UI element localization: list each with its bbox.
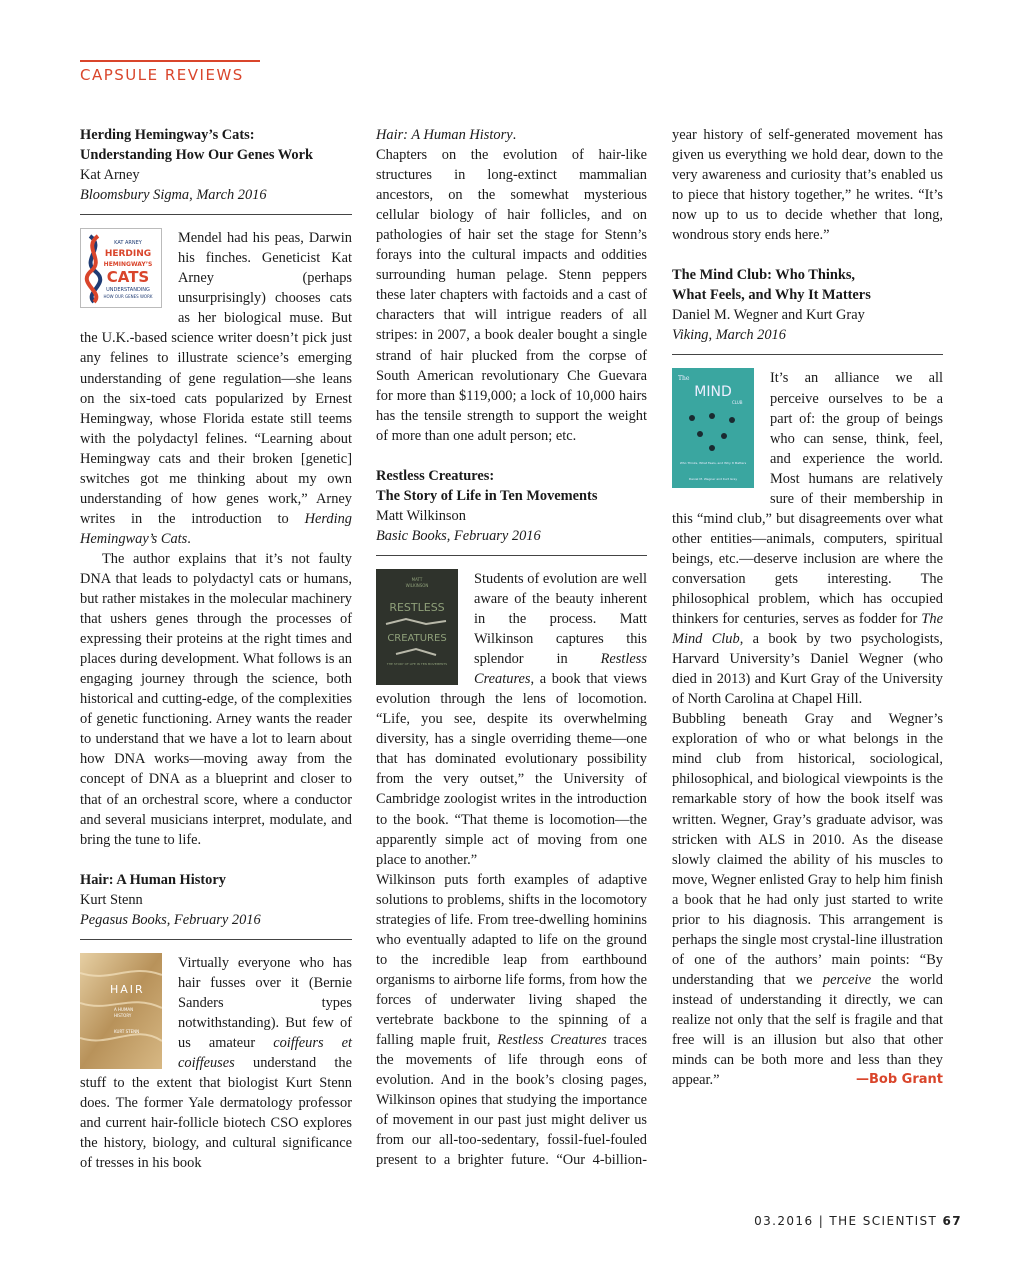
- section-label: CAPSULE REVIEWS: [80, 66, 244, 84]
- cover-author: KAT ARNEY: [114, 240, 142, 247]
- review-body: It’s an alliance we all perceive ourselves to be a part of: the group of beings who can sense, think, feel, and experience the world. Most humans are relatively sure of their membership in this “mind club,” but disagreements over what other entities—animals, computers, spiritual beings, etc.—deserve inclusion are where the conversation gets interesting. The philosophical problem, which has occupied thinkers for centuries, serves as fodder for The Mind Club, a book by two psychologists, Harvard University’s Daniel Wegner (who died in 2013) and Kurt Gray of the University of North Carolina at Chapel Hill.: [672, 370, 943, 708]
- divider: [80, 214, 352, 215]
- page-number: 67: [942, 1214, 962, 1228]
- book-cover-restless-creatures: [376, 569, 458, 685]
- cover-title-2: HEMINGWAY’S: [103, 261, 153, 269]
- cover-sub: THE STORY OF LIFE IN TEN MOVEMENTS: [386, 661, 448, 666]
- review-title: The Mind Club: Who Thinks,: [672, 267, 856, 284]
- cover-title-1: RESTLESS: [389, 600, 445, 614]
- divider: [80, 939, 352, 940]
- review-title: Restless Creatures:: [376, 467, 495, 484]
- review-title-line2: The Story of Life in Ten Movements: [376, 487, 598, 504]
- review-author: Matt Wilkinson: [376, 507, 466, 524]
- reviewer-signature: —Bob Grant: [856, 1072, 943, 1088]
- review-title: Herding Hemingway’s Cats:: [80, 127, 255, 143]
- cover-sub-2: HOW OUR GENES WORK: [103, 294, 153, 300]
- columns-2-3: [376, 125, 943, 1190]
- footer-separator: |: [818, 1214, 825, 1228]
- review-publisher: Bloomsbury Sigma, March 2016: [80, 187, 267, 204]
- book-cover-hair: [80, 953, 162, 1069]
- review-author: Daniel M. Wegner and Kurt Gray: [672, 307, 865, 324]
- review-body: Bubbling beneath Gray and Wegner’s exploration of who or what belongs in the mind club from historical, sociological, philosophical, and biological viewpoints is the remarkable story of how the book itself was written. Wegner, Gray’s graduate advisor, was stricken with ALS in 2010. As the disease slowly claimed the ability of his muscles to move, Wegner enlisted Gray to help him finish a book that he had only just started to write prior to his diagnosis. This arrangement is perhaps the single most crystal-line illustration of one of the authors’ main points: “By understanding that we perceive the world instead of understanding it directly, we can realize not only that the self is fragile and that free will is an illusion but also that other minds can be both more and less than they appear.” —Bob Grant: [672, 709, 943, 1090]
- cover-sub: Who Thinks, What Feels, and Why It Matters: [679, 461, 747, 466]
- cover-author: KURT STENN: [114, 1028, 140, 1034]
- cover-club: CLUB: [732, 400, 743, 406]
- book-cover-the-mind-club: [672, 368, 754, 488]
- cover-authors: Daniel M. Wegner and Kurt Gray: [688, 477, 738, 482]
- book-cover-herding-hemingways-cats: [80, 228, 162, 308]
- cover-title-3: CATS: [106, 268, 150, 287]
- review-title-line2: What Feels, and Why It Matters: [672, 287, 871, 304]
- review-author: Kat Arney: [80, 167, 140, 184]
- cover-the: The: [678, 375, 690, 383]
- review-title-line2: Understanding How Our Genes Work: [80, 147, 313, 164]
- cover-title: MIND: [694, 384, 732, 401]
- page-footer: [754, 1214, 962, 1228]
- issue-date: 03.2016: [754, 1214, 814, 1228]
- cover-sub-1: UNDERSTANDING: [106, 287, 150, 294]
- cover-title-1: HERDING: [104, 249, 152, 260]
- divider: [672, 354, 943, 355]
- column-1: [80, 125, 352, 1173]
- magazine-name: THE SCIENTIST: [829, 1214, 938, 1228]
- cover-author-1: MATT: [411, 576, 423, 582]
- cover-sub-2: HISTORY: [114, 1012, 132, 1018]
- divider: [376, 555, 647, 556]
- review-body: Wilkinson puts forth examples of adaptive solutions to problems, shifts in the locomotory strategies of life. From tree-dwelling hominins who eventually adapted to life on the ground to the incredible leap from earthbound organisms to airborne life forms, from how the forces of underwater living shaped the vertebrate backbone to the spinning of a falling maple fruit, Restless Creatures traces the movements of life through eons of evolution. And in the book’s closing pages, Wilkinson opines that studying the importance of movement in our past just might deliver us from our all-too-sedentary, fossil-fuel-fouled present to a brighter future. “Our 4-billion-year history of self-generated movement has given us everything we hold dear, down to the very awareness and curiosity that’s enabled us to piece that history together,” he writes. “It’s now up to us to decide whether that long, wondrous story ends here.”: [376, 127, 943, 1169]
- cover-sub-1: A HUMAN: [114, 1006, 134, 1012]
- review-body: Mendel had his peas, Darwin his finches. Geneticist Kat Arney (perhaps unsurprisingly) chooses cats as her biological muse. But the U.K.-based science writer doesn’t pick just any felines to illustrate science’s emerging understanding of gene regulation—she leans on the six-toed cats popularized by Ernest Hemingway, whose Florida estate still teems with the polydactyl felines. “Learning about Hemingway cats and their broken [genetic] switches got me thinking about my own understanding of how genes work,” Arney writes in the introduction to Herding Hemingway’s Cats.: [80, 230, 352, 547]
- review-body: Students of evolution are well aware of the beauty inherent in the process. Matt Wilkinson captures this splendor in Restless Creatures, a book that views evolution through the lens of locomotion. “Life, you see, despite its overwhelming diversity, has a single overriding theme—one that has dominated evolutionary possibility from the very outset,” the University of Cambridge zoologist writes in the introduction to the book. “That theme is locomotion—the apparently simple act of moving from one place to another.”: [376, 570, 647, 868]
- review-body: The author explains that it’s not faulty DNA that leads to polydactyl cats or humans, but rather mistakes in the molecular machinery that ushers genes through the processes of expressing their proteins at the right times and places during development. What follows is an engaging journey through the science, both historical and cutting-edge, of the complexities of genetic functioning. Arney wants the reader to understand that we have a lot to learn about how DNA works—moving away from the concept of DNA as a blueprint and closer to that of an orchestral score, where a conductor and several musicians interpret, modulate, and bring the tune to life.: [80, 550, 352, 848]
- review-publisher: Pegasus Books, February 2016: [80, 911, 261, 928]
- cover-title: HAIR: [110, 982, 145, 996]
- review-publisher: Viking, March 2016: [672, 327, 786, 344]
- review-publisher: Basic Books, February 2016: [376, 527, 541, 544]
- review-author: Kurt Stenn: [80, 891, 143, 908]
- cover-author-2: WILKINSON: [405, 582, 429, 588]
- review-body: Chapters on the evolution of hair-like structures in long-extinct mammalian ancestors, on the somewhat mysterious cellular biology of hair follicles, and on pathologies of hair set the stage for Stenn’s forays into the cultural impacts and oddities surrounding human pelage. Stenn peppers these later chapters with factoids and a cast of characters that will intrigue readers of all stripes: in 2007, a book dealer bought a single strand of hair plucked from the corpse of South American revolutionary Che Guevara for more than $119,000; a lock of 10,000 hairs has the tensile strength to support the weight of more than one adult person; etc.: [376, 147, 647, 444]
- review-body: Virtually everyone who has hair fusses over it (Bernie Sanders types notwithstanding). But few of us amateur coiffeurs et coiffeuses understand the stuff to the extent that biologist Kurt Stenn does. The former Yale dermatology professor and current hair-follicle biotech CSO explores the history, biology, and cultural significance of tresses in his book: [80, 954, 352, 1172]
- section-rule: [80, 60, 260, 62]
- cover-title-2: CREATURES: [387, 632, 447, 644]
- review-body: Hair: A Human History.: [376, 127, 517, 143]
- review-title: Hair: A Human History: [80, 871, 226, 888]
